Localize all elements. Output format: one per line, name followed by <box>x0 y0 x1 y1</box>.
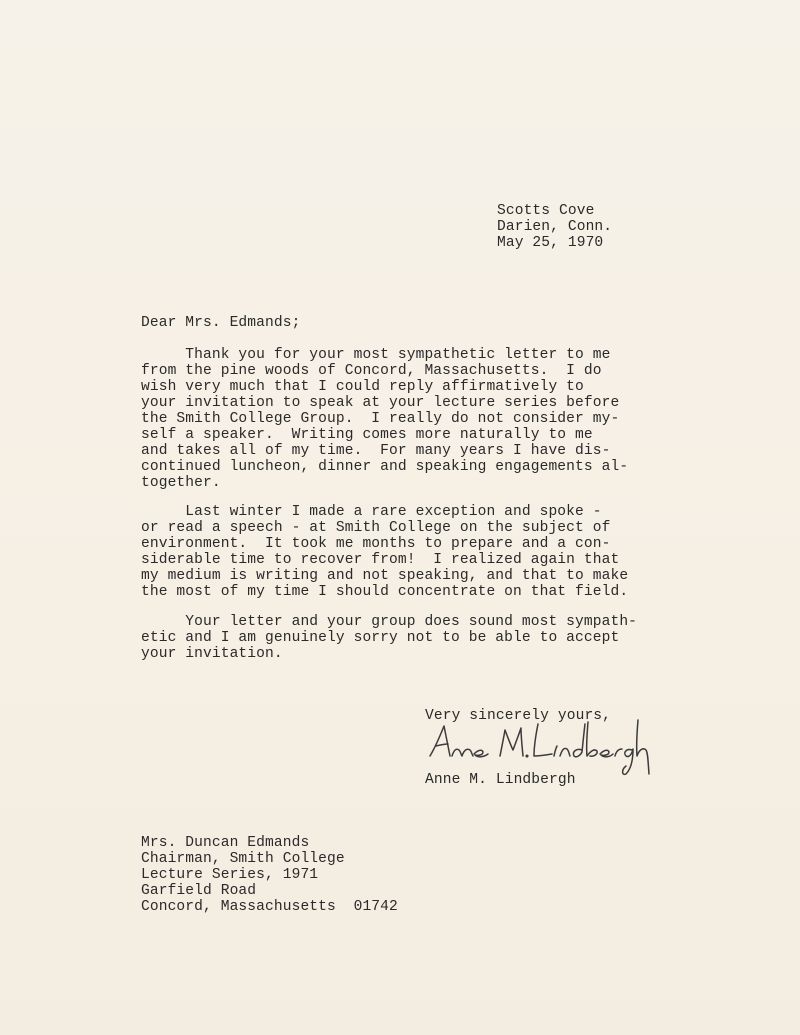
sender-address-line: Darien, Conn. <box>497 219 613 235</box>
sender-address-line: May 25, 1970 <box>497 235 604 251</box>
recipient-address-line: Concord, Massachusetts 01742 <box>141 899 398 915</box>
paragraph-line: the Smith College Group. I really do not consider my- <box>141 411 620 427</box>
paragraph-2 <box>141 504 628 600</box>
salutation: Dear Mrs. Edmands; <box>141 315 301 331</box>
paragraph-line: wish very much that I could reply affirmatively to <box>141 379 584 395</box>
paragraph-line: your invitation. <box>141 646 283 662</box>
paragraph-1 <box>141 347 628 491</box>
handwritten-signature <box>426 716 656 778</box>
typed-name: Anne M. Lindbergh <box>425 772 576 788</box>
paragraph-line: continued luncheon, dinner and speaking engagements al- <box>141 459 629 475</box>
recipient-address-line: Garfield Road <box>141 883 257 899</box>
paragraph-3 <box>141 614 637 662</box>
paragraph-line: Last winter I made a rare exception and spoke - <box>141 504 602 520</box>
paragraph-line: together. <box>141 475 221 491</box>
paragraph-line: and takes all of my time. For many years I have dis- <box>141 443 611 459</box>
closing: Very sincerely yours, <box>425 708 612 724</box>
paragraph-line: Thank you for your most sympathetic letter to me <box>141 347 611 363</box>
paragraph-line: environment. It took me months to prepare and a con- <box>141 536 611 552</box>
recipient-address-line: Lecture Series, 1971 <box>141 867 319 883</box>
recipient-address <box>141 835 398 915</box>
paragraph-line: my medium is writing and not speaking, and that to make <box>141 568 629 584</box>
paragraph-line: Your letter and your group does sound most sympath- <box>141 614 638 630</box>
paragraph-line: your invitation to speak at your lecture series before <box>141 395 620 411</box>
paragraph-line: from the pine woods of Concord, Massachusetts. I do <box>141 363 602 379</box>
recipient-address-line: Mrs. Duncan Edmands <box>141 835 310 851</box>
paragraph-line: siderable time to recover from! I realized again that <box>141 552 620 568</box>
sender-address-line: Scotts Cove <box>497 203 595 219</box>
paragraph-line: etic and I am genuinely sorry not to be able to accept <box>141 630 620 646</box>
paragraph-line: or read a speech - at Smith College on the subject of <box>141 520 611 536</box>
sender-address <box>497 203 612 251</box>
paragraph-line: self a speaker. Writing comes more naturally to me <box>141 427 593 443</box>
recipient-address-line: Chairman, Smith College <box>141 851 345 867</box>
paragraph-line: the most of my time I should concentrate on that field. <box>141 584 629 600</box>
